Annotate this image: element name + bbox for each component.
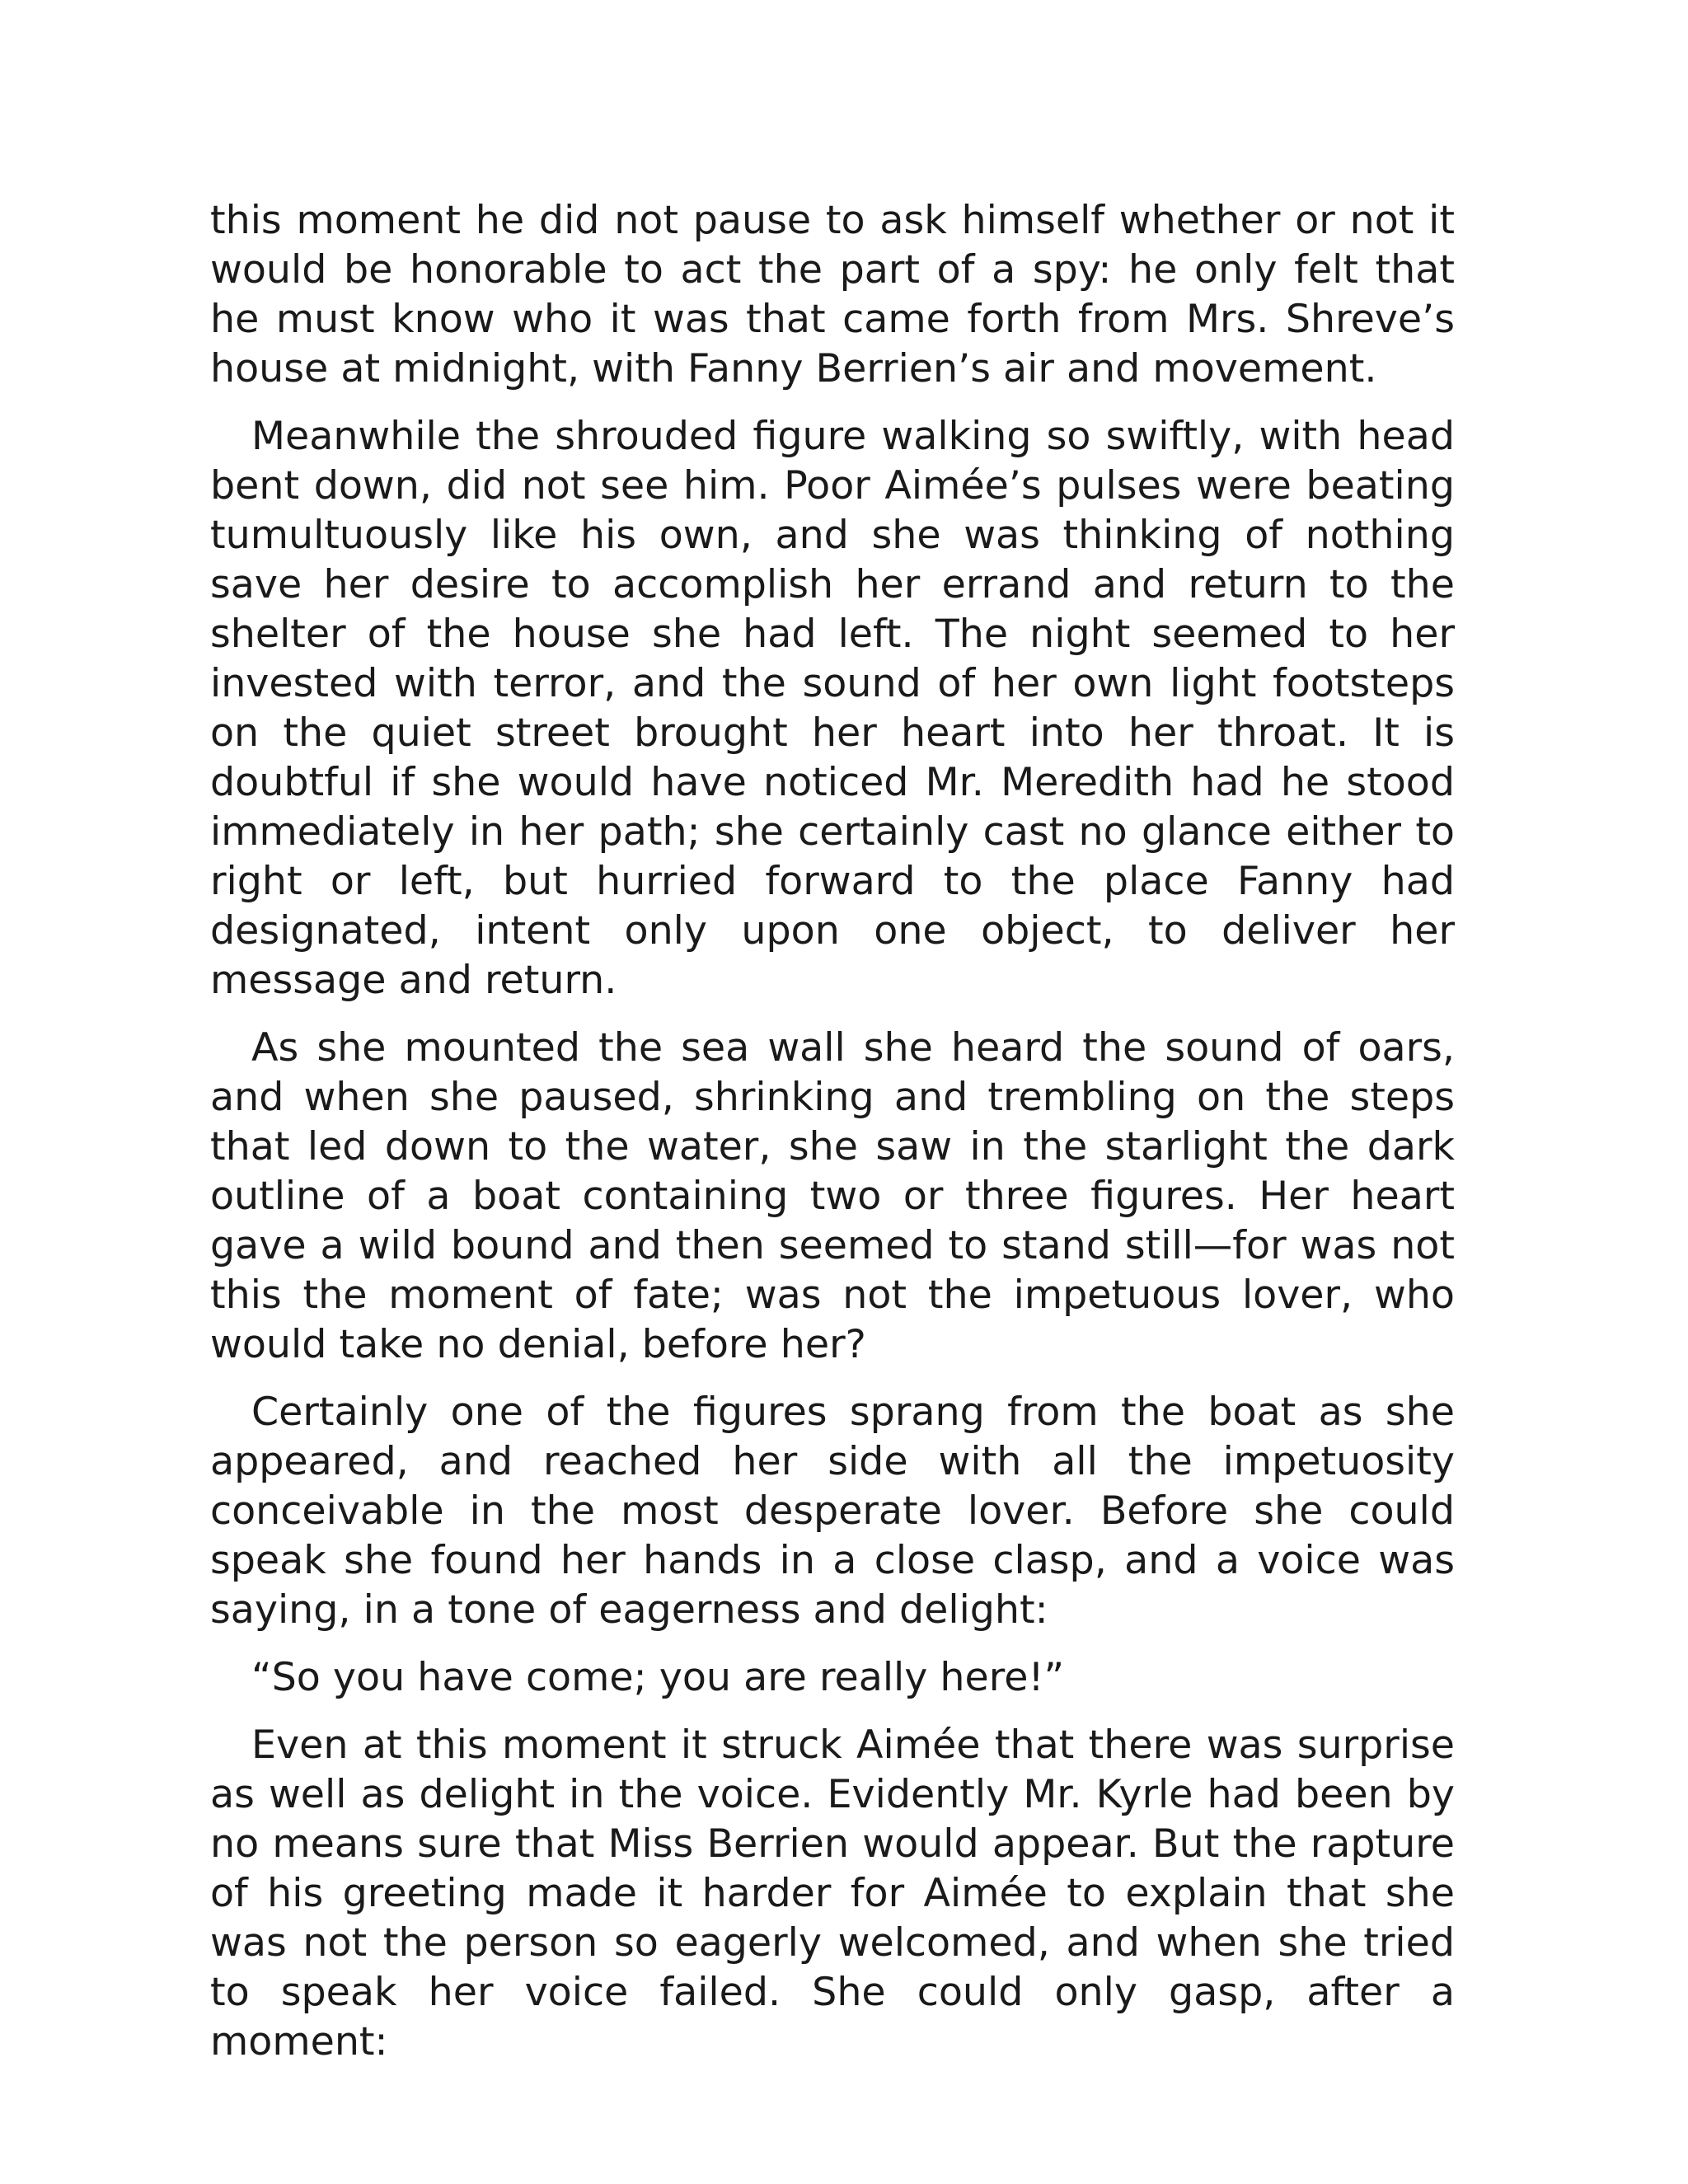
paragraph-3: As she mounted the sea wall she heard the sound of oars, and when she paused, shrinking and trembling on the steps that led down to the water, she saw in the starlight the dark outline of a boat containing two or three figures. Her heart gave a wild bound and then seemed to stand still—for was not this the moment of fate; was not the impetuous lover, who would take no denial, before her? xyxy=(210,1025,1455,1367)
page-body xyxy=(210,196,1455,2085)
paragraph-4: Certainly one of the figures sprang from the boat as she appeared, and reached her side with all the impetuosity conceivable in the most desperate lover. Before she could speak she found her hands in a close clasp, and a voice was saying, in a tone of eagerness and delight: xyxy=(210,1390,1455,1633)
paragraph-5: “So you have come; you are really here!” xyxy=(251,1655,1065,1700)
paragraph-2: Meanwhile the shrouded figure walking so swiftly, with head bent down, did not see him. Poor Aimée’s pulses were beating tumultuously like his own, and she was thinking of nothing save her desire to accomplish her errand and return to the shelter of the house she had left. The night seemed to her invested with terror, and the sound of her own light footsteps on the quiet street brought her heart into her throat. It is doubtful if she would have noticed Mr. Meredith had he stood immediately in her path; she certainly cast no glance either to right or left, but hurried forward to the place Fanny had designated, intent only upon one object, to deliver her message and return. xyxy=(210,414,1455,1003)
paragraph-6: Even at this moment it struck Aimée that there was surprise as well as delight in the voice. Evidently Mr. Kyrle had been by no means sure that Miss Berrien would appear. But the rapture of his greeting made it harder for Aimée to explain that she was not the person so eagerly welcomed, and when she tried to speak her voice failed. She could only gasp, after a moment: xyxy=(210,1722,1455,2064)
paragraph-1: this moment he did not pause to ask himself whether or not it would be honorable to act the part of a spy: he only felt that he must know who it was that came forth from Mrs. Shreve’s house at midnight, with Fanny Berrien’s air and movement. xyxy=(210,198,1455,391)
